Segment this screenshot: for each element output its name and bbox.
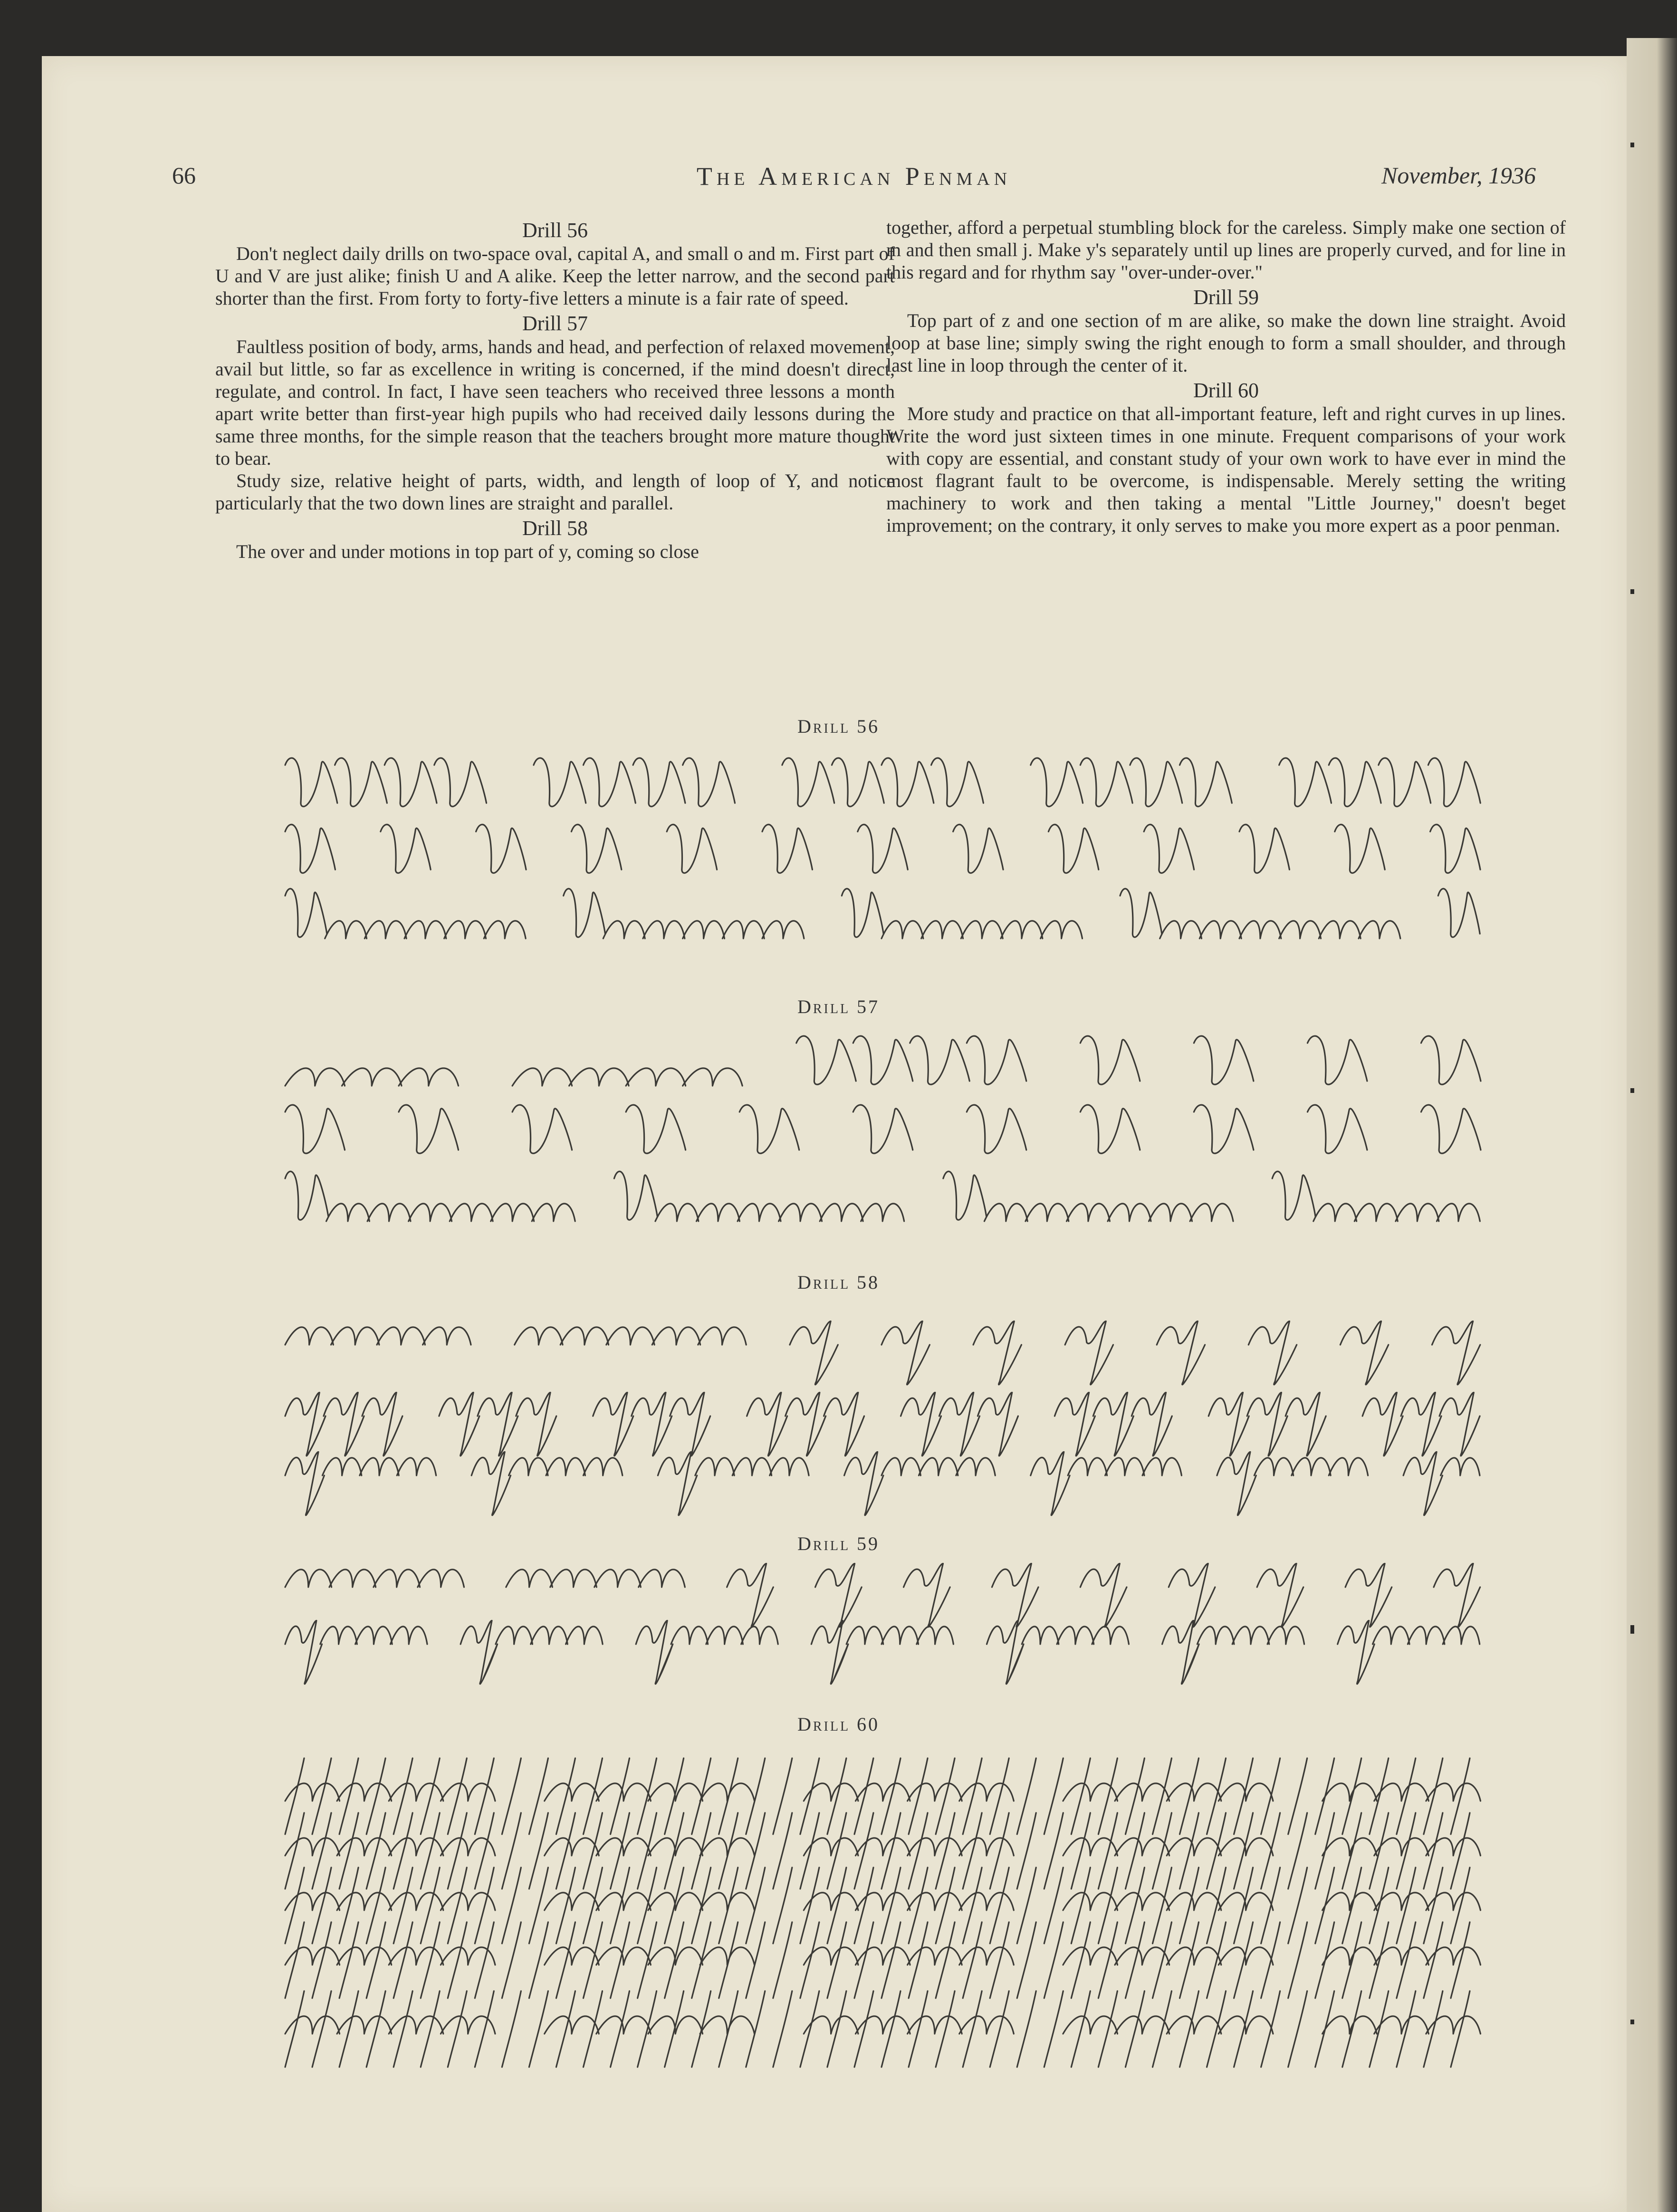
margin-marks bbox=[1628, 0, 1642, 2212]
section-heading: Drill 60 bbox=[1193, 379, 1259, 402]
page-number: 66 bbox=[172, 162, 196, 189]
section-heading: Drill 56 bbox=[522, 219, 588, 242]
drill-label: Drill 58 bbox=[797, 1272, 880, 1293]
section-heading: Drill 57 bbox=[522, 312, 588, 335]
paragraph: Don't neglect daily drills on two-space oval, capital A, and small o and m. First part of U and V are just alike; finish U and A alike. Keep the letter narrow, and the second part shorter than the first. From forty to forty-five letters a minute is a fair rate of speed. bbox=[215, 243, 895, 309]
paragraph: More study and practice on that all-important feature, left and right curves in up lines. Write the word just sixteen times in one minute. Frequent comparisons of your work with copy are essential, and constant study of your own work to have ever in mind the most flagrant fault to be overcome, is indispensable. Merely setting the writing machinery to work and then taking a mental "Little Journey," doesn't beget improvement; on the contrary, it only serves to make you more expert as a poor penman. bbox=[886, 403, 1566, 536]
drill-label: Drill 56 bbox=[797, 716, 880, 737]
issue-date: November, 1936 bbox=[1381, 162, 1536, 189]
drill-label: Drill 60 bbox=[797, 1714, 880, 1735]
section-heading: Drill 58 bbox=[522, 517, 588, 540]
left-column bbox=[215, 216, 895, 563]
paragraph: The over and under motions in top part of y, coming so close bbox=[236, 541, 699, 562]
paragraph: Top part of z and one section of m are alike, so make the down line straight. Avoid loop at base line; simply swing the right enough to form a small shoulder, and through last line in loop through the center of it. bbox=[886, 310, 1566, 376]
paragraph: Study size, relative height of parts, width, and length of loop of Y, and notice particularly that the two down lines are straight and parallel. bbox=[215, 470, 895, 514]
drill-label: Drill 59 bbox=[797, 1533, 880, 1554]
paragraph: together, afford a perpetual stumbling block for the careless. Simply make one section of m and then small j. Make y's separately until up lines are properly curved, and for line in this regard and for rhythm say "over-under-over." bbox=[886, 217, 1566, 283]
right-column bbox=[886, 216, 1566, 536]
drill-label: Drill 57 bbox=[797, 996, 880, 1017]
paragraph: Faultless position of body, arms, hands and head, and perfection of relaxed movement, avail but little, so far as excellence in writing is concerned, if the mind doesn't direct, regulate, and control. In fact, I have seen teachers who received three lessons a month apart write better than first-year high pupils who had received daily lessons during the same three months, for the simple reason that the teachers brought more mature thought to bear. bbox=[215, 336, 895, 469]
running-header bbox=[172, 162, 1536, 200]
section-heading: Drill 59 bbox=[1193, 286, 1259, 309]
journal-title: The American Penman bbox=[696, 162, 1012, 191]
